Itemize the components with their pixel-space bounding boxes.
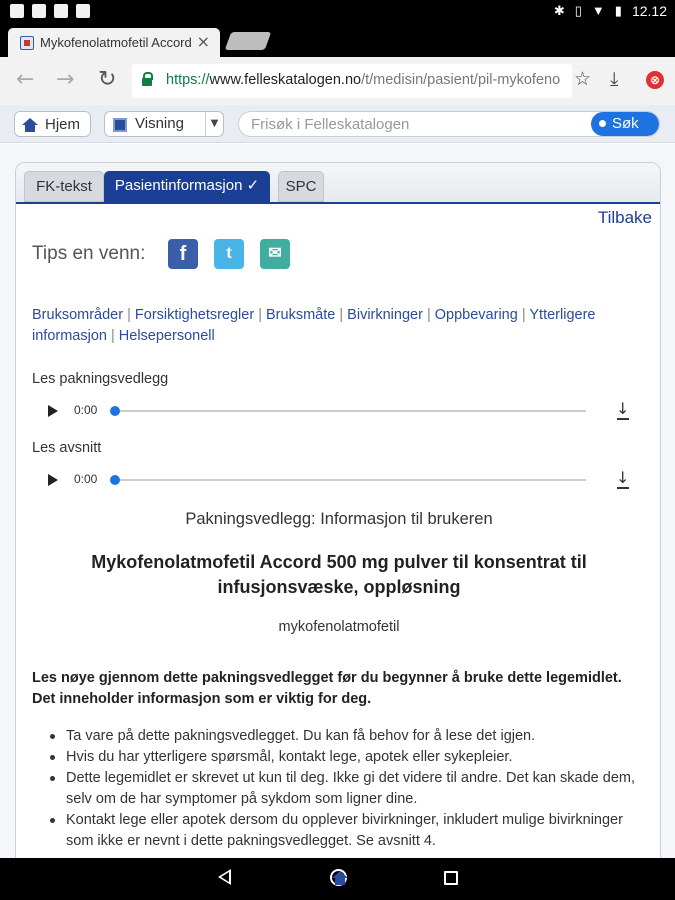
lock-icon bbox=[142, 72, 152, 85]
audio-time: 0:00 bbox=[74, 403, 98, 417]
twitter-icon[interactable]: t bbox=[214, 239, 244, 269]
doc-tab-bar bbox=[16, 163, 661, 204]
audio-label-full: Les pakningsvedlegg bbox=[32, 371, 169, 387]
image-notification-icon bbox=[32, 4, 46, 18]
link-oppbevaring[interactable]: Oppbevaring bbox=[434, 307, 518, 323]
link-ytterligere-informasjon[interactable]: Ytterligere informasjon bbox=[32, 307, 596, 344]
link-bivirkninger[interactable]: Bivirkninger bbox=[347, 307, 423, 323]
view-icon bbox=[113, 118, 127, 132]
document-title: Mykofenolatmofetil Accord 500 mg pulver til konsentrat til infusjonsvæske, oppløsning bbox=[91, 552, 587, 597]
close-tab-icon[interactable]: × bbox=[196, 32, 210, 51]
browser-toolbar bbox=[0, 57, 675, 105]
audio-progress-track[interactable] bbox=[114, 410, 586, 412]
email-icon[interactable]: ✉ bbox=[260, 239, 290, 269]
list-item: Dette legemidlet er skrevet ut kun til deg. Ikke gi det videre til andre. Det kan skade dem, selv om de har symptomer på sykdom som ligner dine. bbox=[50, 768, 640, 810]
address-bar[interactable] bbox=[132, 64, 572, 98]
audio-progress-thumb[interactable] bbox=[110, 475, 120, 485]
browser-tab-strip bbox=[0, 24, 675, 57]
back-link[interactable]: Tilbake bbox=[597, 208, 652, 227]
play-store-icon bbox=[54, 4, 68, 18]
list-item: Ta vare på dette pakningsvedlegget. Du kan få behov for å lese det igjen. bbox=[50, 726, 640, 747]
home-button[interactable]: Hjem bbox=[14, 111, 91, 137]
site-nav bbox=[0, 105, 675, 143]
audio-player-full bbox=[44, 399, 634, 423]
tab-fk-tekst[interactable]: FK-tekst bbox=[24, 171, 104, 202]
play-icon[interactable] bbox=[48, 405, 58, 417]
system-nav-bar bbox=[0, 858, 675, 900]
download-notification-icon bbox=[76, 4, 90, 18]
browser-tab-title: Mykofenolatmofetil Accord bbox=[40, 35, 192, 50]
notification-icon bbox=[10, 4, 24, 18]
view-menu-button[interactable]: Visning ▼ bbox=[104, 111, 224, 137]
download-icon[interactable]: ↓ bbox=[616, 399, 630, 418]
back-arrow-icon[interactable]: ← bbox=[16, 67, 35, 92]
bookmark-star-icon[interactable]: ☆ bbox=[574, 68, 592, 90]
forward-arrow-icon[interactable]: → bbox=[56, 67, 75, 92]
status-bar bbox=[0, 0, 675, 24]
url-text[interactable]: https://www.felleskatalogen.no/t/medisin/pasient/pil-mykofeno bbox=[166, 72, 561, 88]
list-item: Hvis du har ytterligere spørsmål, kontakt lege, apotek eller sykepleier. bbox=[50, 747, 640, 768]
wifi-icon: ▼ bbox=[591, 3, 605, 18]
chevron-down-icon[interactable]: ▼ bbox=[205, 112, 223, 136]
tab-pasientinformasjon[interactable]: Pasientinformasjon ✓ bbox=[104, 171, 270, 202]
search-button[interactable]: Søk bbox=[591, 112, 659, 136]
list-item: Kontakt lege eller apotek dersom du opplever bivirkninger, inkludert mulige bivirkninger som ikke er nevnt i dette pakningsvedlegget. Se avsnitt 4. bbox=[50, 810, 640, 852]
system-back-icon[interactable] bbox=[218, 869, 231, 885]
audio-progress-thumb[interactable] bbox=[110, 406, 120, 416]
download-icon[interactable]: ⤓ bbox=[610, 68, 619, 90]
search-dot-icon bbox=[599, 120, 606, 127]
battery-icon: ▮ bbox=[614, 3, 622, 18]
link-helsepersonell[interactable]: Helsepersonell bbox=[118, 328, 215, 344]
home-icon bbox=[22, 118, 38, 132]
document-intro: Les nøye gjennom dette pakningsvedlegget før du begynner å bruke dette legemidlet. Det inneholder informasjon som er viktig for deg. bbox=[32, 670, 622, 707]
content-panel bbox=[15, 162, 661, 862]
document-bullet-list bbox=[50, 726, 640, 852]
audio-player-section bbox=[44, 468, 634, 492]
system-home-icon[interactable] bbox=[330, 869, 347, 886]
tab-spc[interactable]: SPC bbox=[278, 171, 324, 202]
audio-progress-track[interactable] bbox=[114, 479, 586, 481]
system-recents-icon[interactable] bbox=[444, 871, 458, 885]
extension-icon[interactable]: ⊗ bbox=[646, 71, 664, 89]
reload-icon[interactable]: ↻ bbox=[98, 67, 117, 92]
vibrate-icon: ▯ bbox=[574, 3, 582, 18]
link-bruksomrader[interactable]: Bruksområder bbox=[32, 307, 124, 323]
browser-tab[interactable] bbox=[8, 28, 220, 57]
play-icon[interactable] bbox=[48, 474, 58, 486]
link-forsiktighetsregler[interactable]: Forsiktighetsregler bbox=[134, 307, 255, 323]
favicon-icon bbox=[20, 36, 34, 50]
audio-time: 0:00 bbox=[74, 472, 98, 486]
audio-label-section: Les avsnitt bbox=[32, 440, 102, 456]
clock: 12.12 bbox=[631, 3, 667, 19]
search-box bbox=[238, 111, 660, 137]
bluetooth-icon: ✱ bbox=[553, 3, 565, 18]
section-links: Bruksområder | Forsiktighetsregler | Bruksmåte | Bivirkninger | Oppbevaring | Ytterligere informasjon | Helsepersonell bbox=[32, 307, 596, 344]
active-ingredient: mykofenolatmofetil bbox=[278, 619, 400, 635]
document-subtitle: Pakningsvedlegg: Informasjon til brukeren bbox=[185, 510, 493, 528]
download-icon[interactable]: ↓ bbox=[616, 468, 630, 487]
share-label: Tips en venn: bbox=[32, 243, 146, 264]
new-tab-button[interactable] bbox=[225, 32, 272, 50]
facebook-icon[interactable]: f bbox=[168, 239, 198, 269]
search-input[interactable] bbox=[251, 114, 591, 134]
link-bruksmate[interactable]: Bruksmåte bbox=[266, 307, 336, 323]
